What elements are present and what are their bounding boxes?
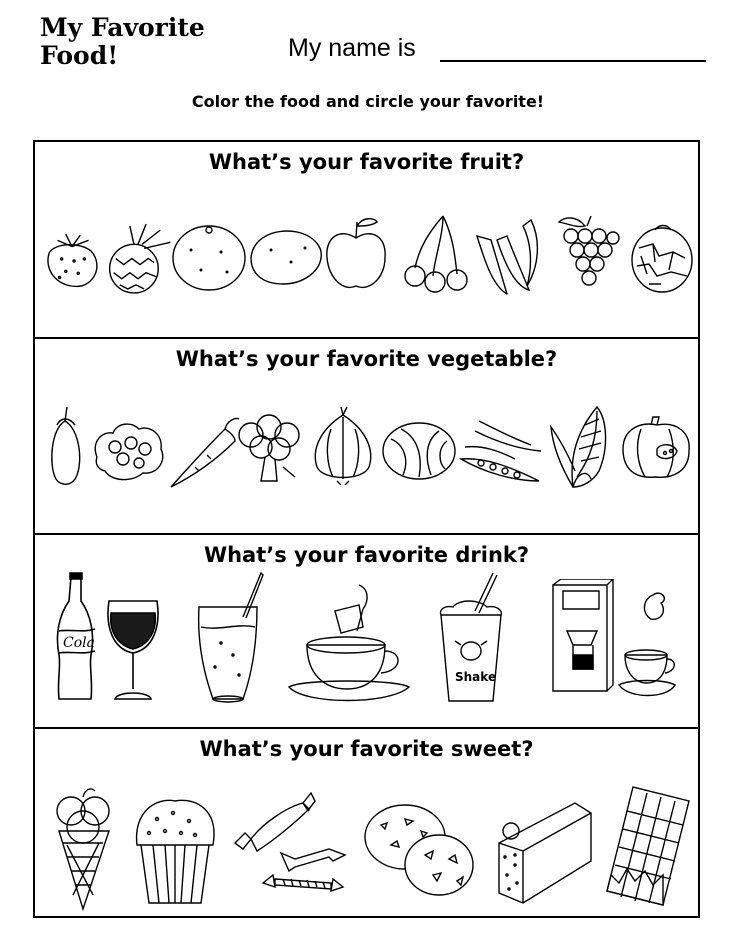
carrot-icon[interactable] [165,411,241,491]
orange-icon[interactable] [171,222,247,292]
cola-label: Cola [63,635,95,651]
lemon-icon[interactable] [247,226,325,288]
apple-icon[interactable] [323,212,389,294]
corn-icon[interactable] [547,397,617,491]
question-sweet: What’s your favorite sweet? [199,737,534,761]
eggplant-icon[interactable] [45,403,85,489]
name-write-line[interactable] [440,60,706,62]
coffee-maker-icon[interactable] [549,579,679,705]
pumpkin-icon[interactable] [617,415,695,483]
strawberry-icon[interactable] [41,230,103,292]
bananas-icon[interactable] [471,214,559,298]
title-line-2: Food! [40,41,119,70]
peas-icon[interactable] [455,411,545,487]
title-line-1: My Favorite [40,13,205,42]
milkshake-cup-icon[interactable] [435,571,507,705]
onion-icon[interactable] [311,405,375,485]
ice-cream-cone-icon[interactable] [49,785,119,913]
cake-slice-icon[interactable] [495,795,595,905]
name-row [288,30,708,66]
section-vegetable [35,337,698,533]
cauliflower-icon[interactable] [91,417,167,483]
juice-glass-icon[interactable] [191,571,265,705]
worksheet-frame [33,140,700,918]
muffin-icon[interactable] [133,797,217,907]
question-fruit: What’s your favorite fruit? [208,150,525,174]
broccoli-icon[interactable] [231,411,305,485]
tea-cup-icon[interactable] [285,581,415,705]
cookies-icon[interactable] [361,801,475,901]
vegetable-items [35,397,698,497]
cola-bottle-glass-icon[interactable] [41,571,165,707]
section-drink [35,533,698,727]
worksheet-title [40,14,270,70]
name-label: My name is [288,34,416,62]
fruit-items [35,212,698,312]
wrapped-candy-icon[interactable] [233,783,355,903]
instructions: Color the food and circle your favorite! [191,92,545,111]
drink-items [35,571,698,711]
cherries-icon[interactable] [399,212,473,294]
grapes-icon[interactable] [551,212,627,296]
sweet-items [35,783,698,915]
section-sweet [35,727,698,916]
shake-label: Shake [455,670,497,684]
section-fruit [35,142,698,337]
question-vegetable: What’s your favorite vegetable? [175,347,558,371]
question-drink: What’s your favorite drink? [203,543,530,567]
melon-icon[interactable] [629,222,695,294]
chocolate-bar-icon[interactable] [603,783,697,909]
pineapple-icon[interactable] [103,220,175,296]
cabbage-icon[interactable] [381,419,457,481]
